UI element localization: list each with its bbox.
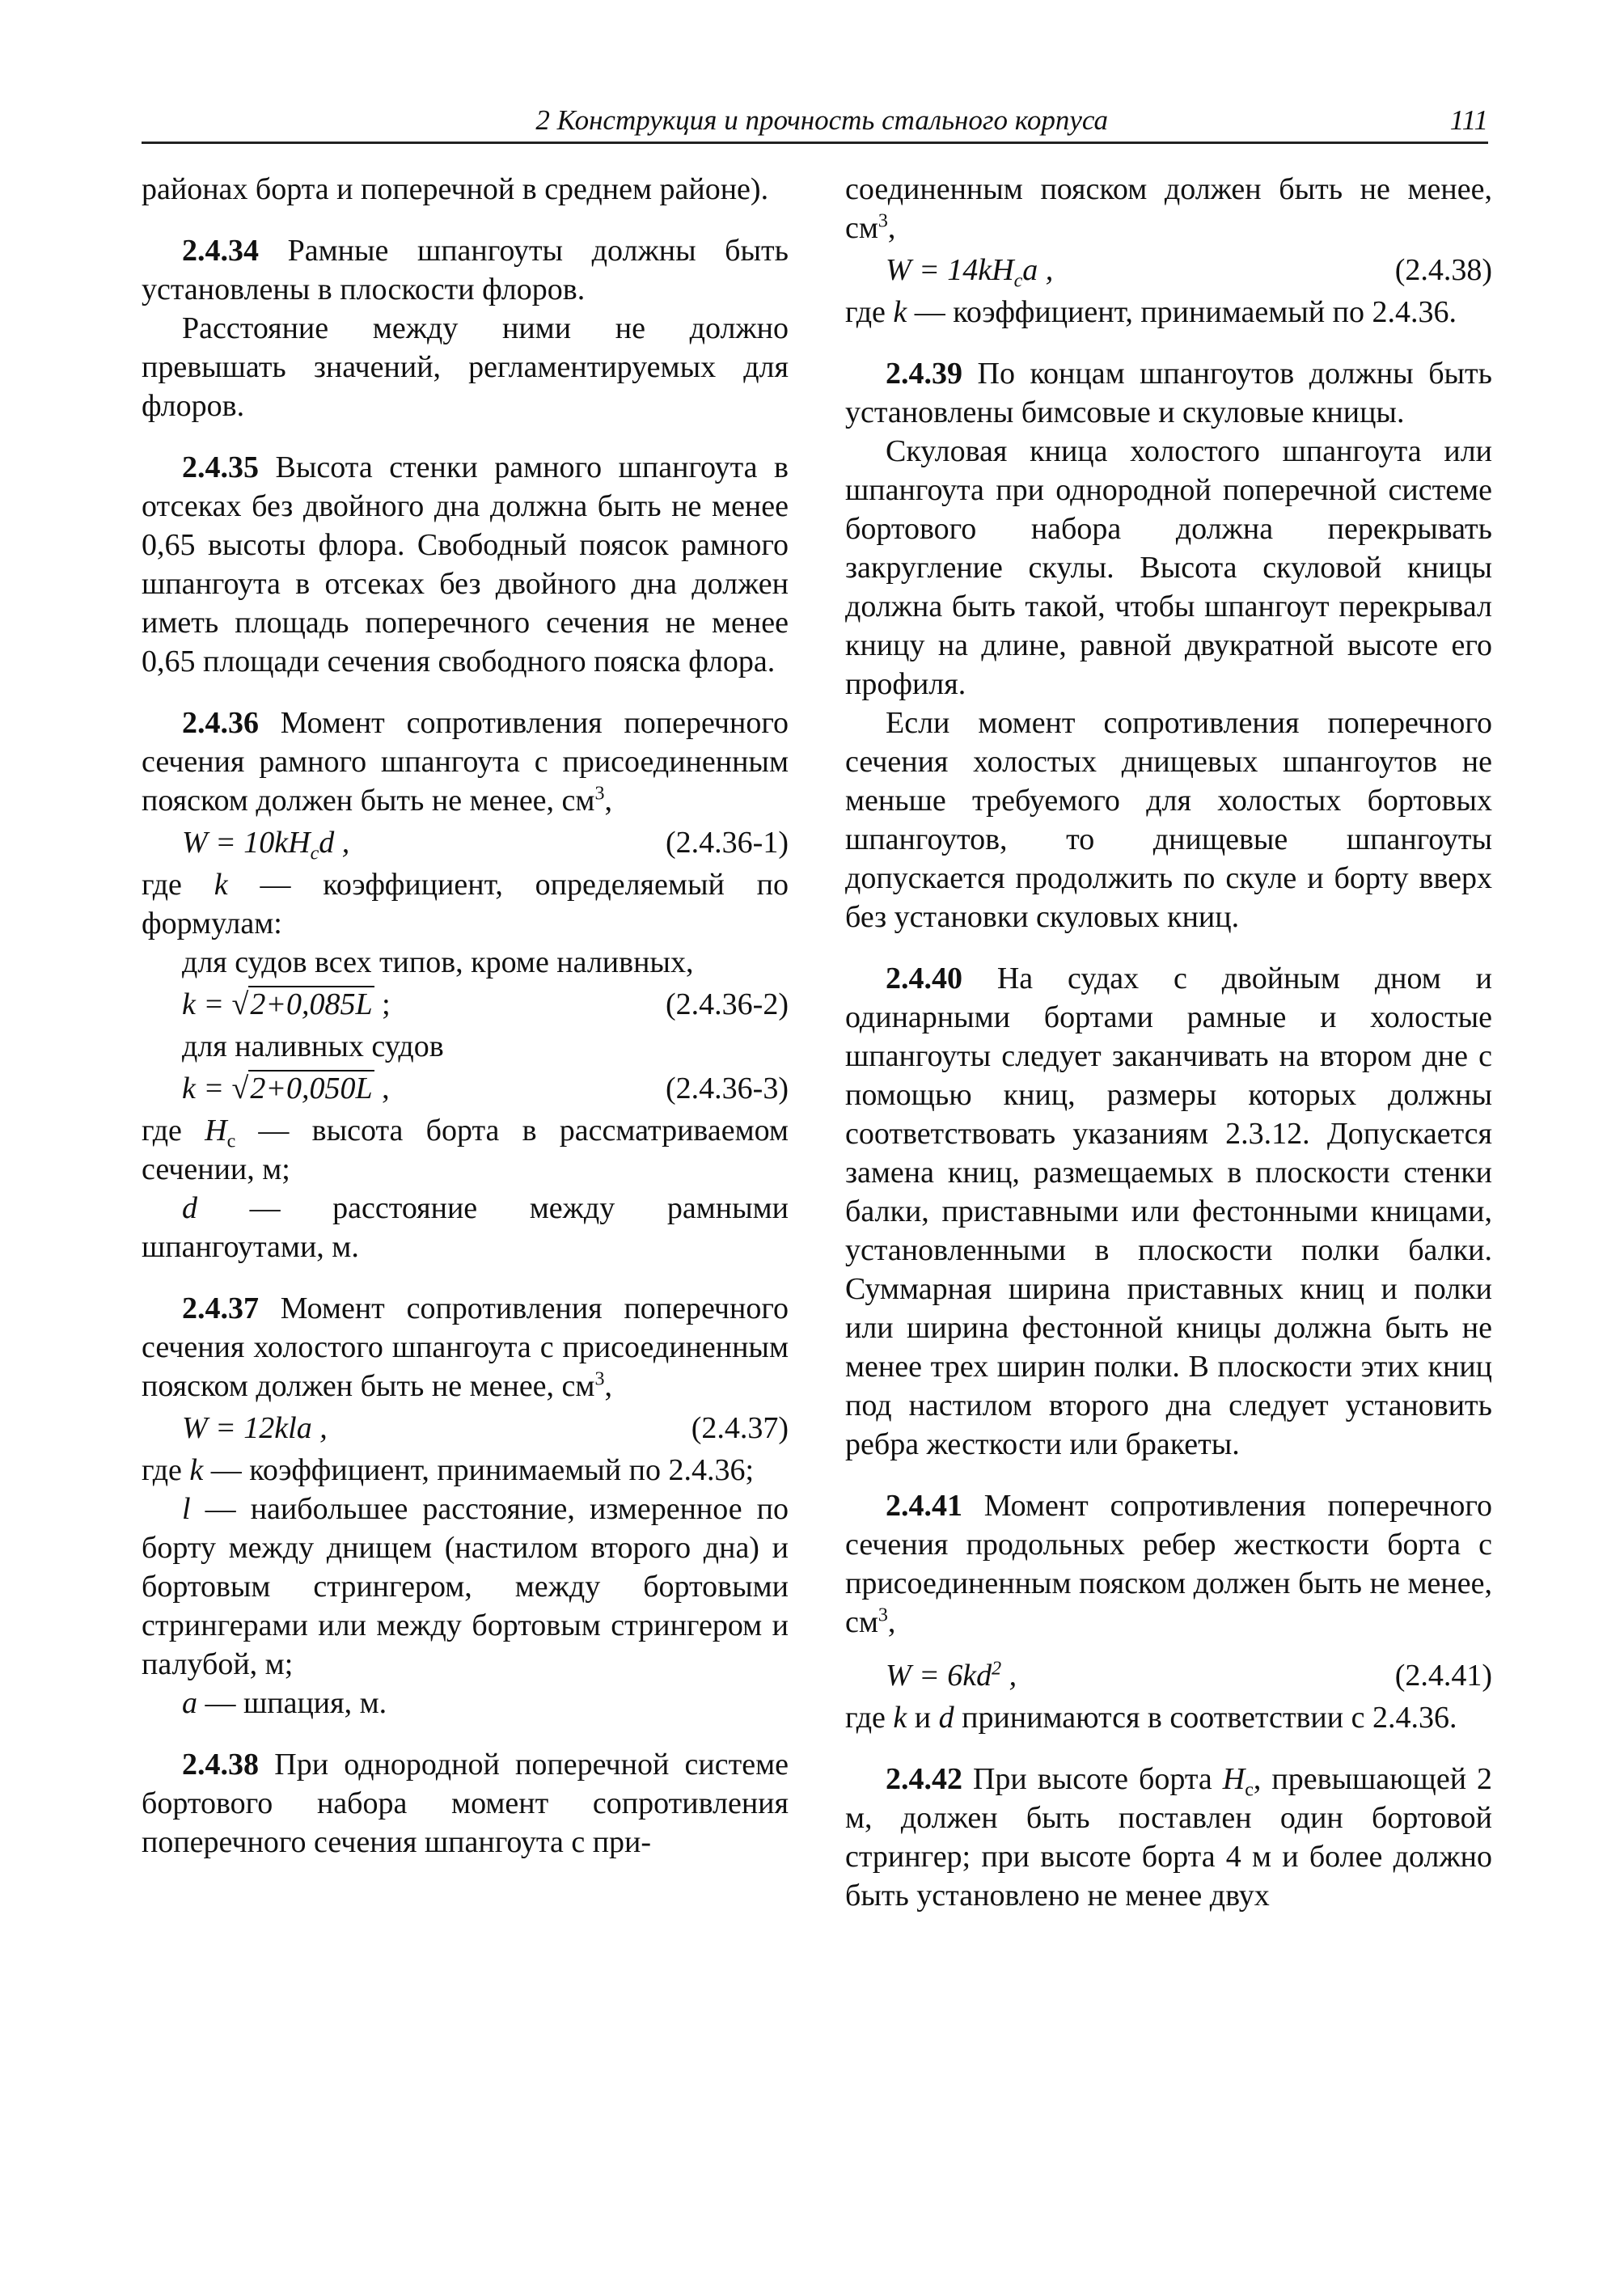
variable: d bbox=[938, 1701, 954, 1735]
page-header bbox=[142, 103, 1488, 144]
definition bbox=[142, 1451, 789, 1490]
section-2-4-38 bbox=[142, 1745, 789, 1862]
section-text: На судах с двойным дном и одинарными бортами рамные и холостые шпангоуты следует заканчивать на втором дне с помощью книц, размеры которых должны соответствовать указаниям 2.3.12. Допускается замена книц, размещаемых в плоскости стенки балки, приставными или фестонными кницами, установленными в плоскости полки балки. Суммарная ширина приставных книц и полки или ширина фестонной кницы должна быть не менее трех ширин полки. В плоскости этих книц под настилом второго дна следует установить ребра жесткости или бракеты. bbox=[845, 962, 1492, 1461]
section-text: Момент сопротивления поперечного сечения продольных ребер жесткости борта с присоединенным пояском должен быть не менее, см bbox=[845, 1489, 1492, 1639]
paragraph: Если момент сопротивления поперечного сечения холостых днищевых шпангоутов не меньше требуемого для холостых бортовых шпангоутов, то днищевые шпангоуты допускается продолжить по скуле и борту вверх без установки скуловых книц. bbox=[845, 706, 1492, 934]
formula-2-4-38 bbox=[845, 251, 1492, 290]
subscript: с bbox=[226, 1131, 236, 1152]
formula-text: , bbox=[1001, 1659, 1017, 1693]
formula-text: W = 12kla , bbox=[182, 1411, 328, 1445]
formula-text: d , bbox=[319, 826, 350, 860]
definition bbox=[845, 1698, 1492, 1737]
superscript: 3 bbox=[878, 1604, 888, 1626]
equation-number: (2.4.41) bbox=[1394, 1659, 1492, 1693]
text: где bbox=[142, 1453, 190, 1487]
section-text: Момент сопротивления поперечного сечения холостого шпангоута с присоединенным пояском должен быть не менее, см bbox=[142, 1291, 789, 1403]
section-number: 2.4.37 bbox=[182, 1291, 259, 1325]
variable: a bbox=[182, 1686, 197, 1720]
radicand: 2+0,050L bbox=[250, 1072, 373, 1105]
formula-text: a , bbox=[1022, 253, 1054, 287]
text: где bbox=[142, 868, 214, 902]
equation-number: (2.4.36-2) bbox=[666, 987, 789, 1021]
text: — коэффициент, определяемый по формулам: bbox=[142, 868, 789, 940]
definition bbox=[142, 1111, 789, 1189]
variable: k bbox=[893, 1701, 907, 1735]
text: — коэффициент, принимаемый по 2.4.36; bbox=[203, 1453, 755, 1487]
superscript: 3 bbox=[594, 1368, 605, 1390]
text: При высоте борта bbox=[962, 1762, 1223, 1796]
formula-2-4-36-1 bbox=[142, 823, 789, 862]
text: где bbox=[845, 1701, 894, 1735]
formula-text: k = bbox=[182, 987, 232, 1021]
text: соединенным пояском должен быть не менее, см bbox=[845, 172, 1492, 245]
variable: H bbox=[1222, 1762, 1245, 1796]
text: — наибольшее расстояние, измеренное по борту между днищем (настилом второго дна) и бортовым стрингером, между бортовыми стрингерами или между бортовым стрингером и палубой, м; bbox=[142, 1492, 789, 1681]
variable: k bbox=[189, 1453, 204, 1487]
text: , превышающей 2 м, должен быть поставлен один бортовой стрингер; при высоте борта 4 м и более должно быть установлено не менее двух bbox=[845, 1762, 1493, 1913]
case-label: для наливных судов bbox=[182, 1029, 444, 1063]
definition bbox=[142, 1490, 789, 1684]
section-2-4-40 bbox=[845, 959, 1492, 1464]
text: принимаются в соответствии с 2.4.36. bbox=[954, 1701, 1457, 1735]
formula-text: W = 10kH bbox=[182, 826, 311, 860]
section-2-4-39 bbox=[845, 354, 1492, 432]
text: — расстояние между рамными шпангоутами, м. bbox=[142, 1191, 789, 1264]
equation-number: (2.4.36-1) bbox=[666, 826, 789, 860]
section-text: Момент сопротивления поперечного сечения рамного шпангоута с присоединенным пояском должен быть не менее, см bbox=[142, 706, 789, 818]
subscript: c bbox=[1013, 270, 1023, 292]
definition bbox=[845, 293, 1492, 332]
formula-text: k = bbox=[182, 1072, 232, 1105]
superscript: 3 bbox=[594, 783, 605, 805]
section-number: 2.4.35 bbox=[182, 450, 259, 484]
text: — высота борта в рассматриваемом сечении, м; bbox=[142, 1114, 789, 1186]
formula-text: W = 6kd bbox=[886, 1659, 992, 1693]
section-2-4-42 bbox=[845, 1760, 1492, 1915]
case-label: для судов всех типов, кроме наливных, bbox=[182, 945, 694, 979]
section-2-4-36: 2.4.36 Момент сопротивления поперечного сечения рамного шпангоута с присоединенным пояском должен быть не менее, $см^3$, bbox=[142, 706, 789, 818]
section-number: 2.4.41 bbox=[886, 1489, 962, 1523]
section-2-4-37: 2.4.37 Момент сопротивления поперечного сечения холостого шпангоута с присоединенным пояском должен быть не менее, $см^3$, bbox=[142, 1291, 789, 1403]
section-number: 2.4.40 bbox=[886, 962, 962, 995]
variable: k bbox=[893, 295, 907, 329]
formula-text: ; bbox=[374, 987, 391, 1021]
section-text: Высота стенки рамного шпангоута в отсеках без двойного дна должна быть не менее 0,65 высоты флора. Свободный поясок рамного шпангоута в отсеках без двойного дна должен иметь площадь поперечного сечения не менее 0,65 площади сечения свободного пояска флора. bbox=[142, 450, 789, 678]
formula-text: , bbox=[374, 1072, 390, 1105]
section-number: 2.4.34 bbox=[182, 234, 259, 268]
variable: d bbox=[182, 1191, 197, 1225]
equation-number: (2.4.38) bbox=[1394, 253, 1492, 287]
section-text: По концам шпангоутов должны быть установлены бимсовые и скуловые кницы. bbox=[845, 357, 1492, 429]
subscript: с bbox=[1245, 1779, 1254, 1801]
radicand: 2+0,085L bbox=[250, 987, 373, 1021]
running-title: 2 Конструкция и прочность стального корпуса bbox=[535, 104, 1108, 136]
formula-text: W = 14kH bbox=[886, 253, 1014, 287]
subscript: c bbox=[310, 843, 319, 864]
variable: l bbox=[182, 1492, 191, 1526]
superscript: 3 bbox=[878, 210, 888, 232]
section-2-4-34 bbox=[142, 231, 789, 309]
section-number: 2.4.42 bbox=[886, 1762, 962, 1796]
page-number: 111 bbox=[1449, 104, 1488, 136]
text: где bbox=[142, 1114, 205, 1148]
section-text: При однородной поперечной системе бортового набора момент сопротивления поперечного сечения шпангоута с при- bbox=[142, 1748, 789, 1859]
section-text: Рамные шпангоуты должны быть установлены в плоскости флоров. bbox=[142, 234, 789, 306]
text: где bbox=[845, 295, 894, 329]
text: — коэффициент, принимаемый по 2.4.36. bbox=[907, 295, 1457, 329]
equation-number: (2.4.37) bbox=[691, 1411, 789, 1445]
definition bbox=[142, 1684, 789, 1722]
text: и bbox=[907, 1701, 939, 1735]
section-number: 2.4.38 bbox=[182, 1748, 259, 1782]
definition bbox=[142, 1189, 789, 1266]
section-number: 2.4.39 bbox=[886, 357, 962, 391]
paragraph: Скуловая кница холостого шпангоута или шпангоута при однородной поперечной системе бортового набора должна перекрывать закругление скулы. Высота скуловой кницы должна быть такой, чтобы шпангоут перекрывал кницу на длине, равной двукратной высоте его профиля. bbox=[845, 434, 1492, 701]
right-column bbox=[845, 170, 1492, 1915]
section-2-4-41: 2.4.41 Момент сопротивления поперечного сечения продольных ребер жесткости борта с присоединенным пояском должен быть не менее, $см^3$, bbox=[845, 1489, 1492, 1639]
formula-2-4-36-2: k = √2+0,085L ; (2.4.36-2) bbox=[142, 985, 789, 1024]
paragraph: соединенным пояском должен быть не менее, $см^3$, bbox=[845, 172, 1492, 245]
formula-2-4-36-3: k = √2+0,050L , (2.4.36-3) bbox=[142, 1069, 789, 1108]
paragraph: Расстояние между ними не должно превышать значений, регламентируемых для флоров. bbox=[142, 311, 789, 423]
formula-2-4-37 bbox=[142, 1409, 789, 1448]
equation-number: (2.4.36-3) bbox=[666, 1072, 789, 1105]
variable: H bbox=[205, 1114, 227, 1148]
section-2-4-35 bbox=[142, 448, 789, 681]
section-number: 2.4.36 bbox=[182, 706, 259, 740]
text: — шпация, м. bbox=[197, 1686, 387, 1720]
left-column bbox=[142, 170, 789, 1862]
variable: k bbox=[214, 868, 228, 902]
paragraph: районах борта и поперечной в среднем районе). bbox=[142, 172, 769, 206]
superscript: 2 bbox=[992, 1658, 1002, 1680]
definition bbox=[142, 865, 789, 943]
formula-2-4-41 bbox=[845, 1656, 1492, 1695]
